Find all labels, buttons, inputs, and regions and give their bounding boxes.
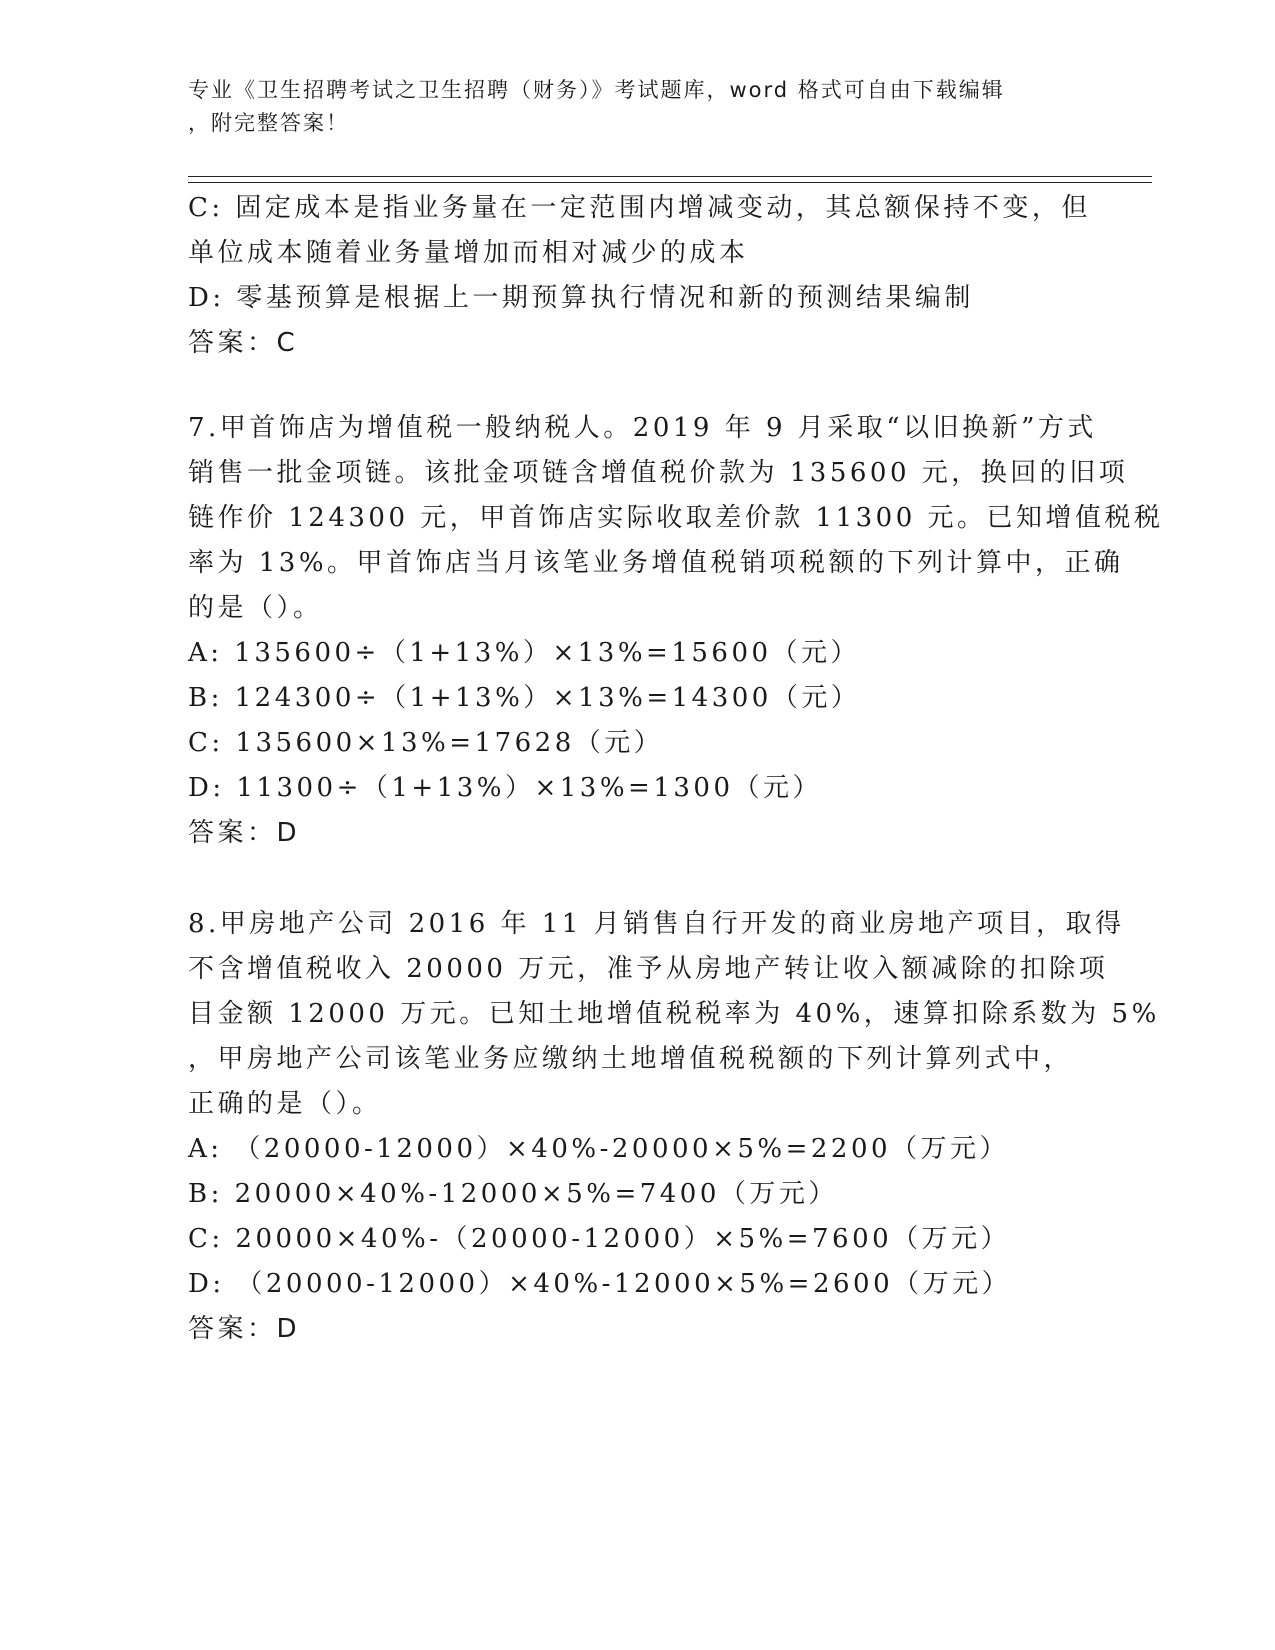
question-stem-line: 7.甲首饰店为增值税一般纳税人。2019 年 9 月采取“以旧换新”方式 <box>188 413 1097 443</box>
question-stem-line: 不含增值税收入 20000 万元，准予从房地产转让收入额减除的扣除项 <box>188 954 1109 984</box>
option-a: A: （20000-12000）×40%-20000×5%=2200（万元） <box>188 1134 1010 1164</box>
previous-question-tail <box>188 186 1091 366</box>
question-stem-line: 销售一批金项链。该批金项链含增值税价款为 135600 元，换回的旧项 <box>188 458 1129 488</box>
answer-label: 答案：D <box>188 818 301 848</box>
question-stem-line: 的是（）。 <box>188 593 323 623</box>
option-c: C: 20000×40%-（20000-12000）×5%=7600（万元） <box>188 1224 1011 1254</box>
option-c-line-1: C: 固定成本是指业务量在一定范围内增减变动，其总额保持不变，但 <box>188 193 1091 223</box>
question-stem-line: 率为 13%。甲首饰店当月该笔业务增值税销项税额的下列计算中，正确 <box>188 548 1124 578</box>
header-divider-top <box>188 176 1152 177</box>
question-stem-line: 8.甲房地产公司 2016 年 11 月销售自行开发的商业房地产项目，取得 <box>188 909 1125 939</box>
option-a: A: 135600÷（1+13%）×13%=15600（元） <box>188 638 861 668</box>
option-d: D: 11300÷（1+13%）×13%=1300（元） <box>188 773 823 803</box>
header-line-2: ，附完整答案！ <box>188 111 349 135</box>
question-stem-line: 正确的是（）。 <box>188 1089 382 1119</box>
header-divider-bottom <box>188 182 1152 183</box>
question-stem-line: 链作价 124300 元，甲首饰店实际收取差价款 11300 元。已知增值税税 <box>188 503 1164 533</box>
header-line-1: 专业《卫生招聘考试之卫生招聘（财务）》考试题库，word 格式可自由下载编辑 <box>188 78 1005 102</box>
option-d: D: （20000-12000）×40%-12000×5%=2600（万元） <box>188 1269 1012 1299</box>
option-b: B: 124300÷（1+13%）×13%=14300（元） <box>188 683 861 713</box>
option-b: B: 20000×40%-12000×5%=7400（万元） <box>188 1179 838 1209</box>
option-d: D: 零基预算是根据上一期预算执行情况和新的预测结果编制 <box>188 283 974 313</box>
answer-label: 答案：D <box>188 1314 301 1344</box>
question-8 <box>188 902 1160 1352</box>
option-c: C: 135600×13%=17628（元） <box>188 728 664 758</box>
question-stem-line: 目金额 12000 万元。已知土地增值税税率为 40%，速算扣除系数为 5% <box>188 999 1160 1029</box>
question-7 <box>188 406 1164 856</box>
document-header <box>188 74 1088 140</box>
answer-label: 答案：C <box>188 328 299 358</box>
option-c-line-2: 单位成本随着业务量增加而相对减少的成本 <box>188 238 749 268</box>
question-stem-line: ，甲房地产公司该笔业务应缴纳土地增值税税额的下列计算列式中， <box>188 1044 1074 1074</box>
